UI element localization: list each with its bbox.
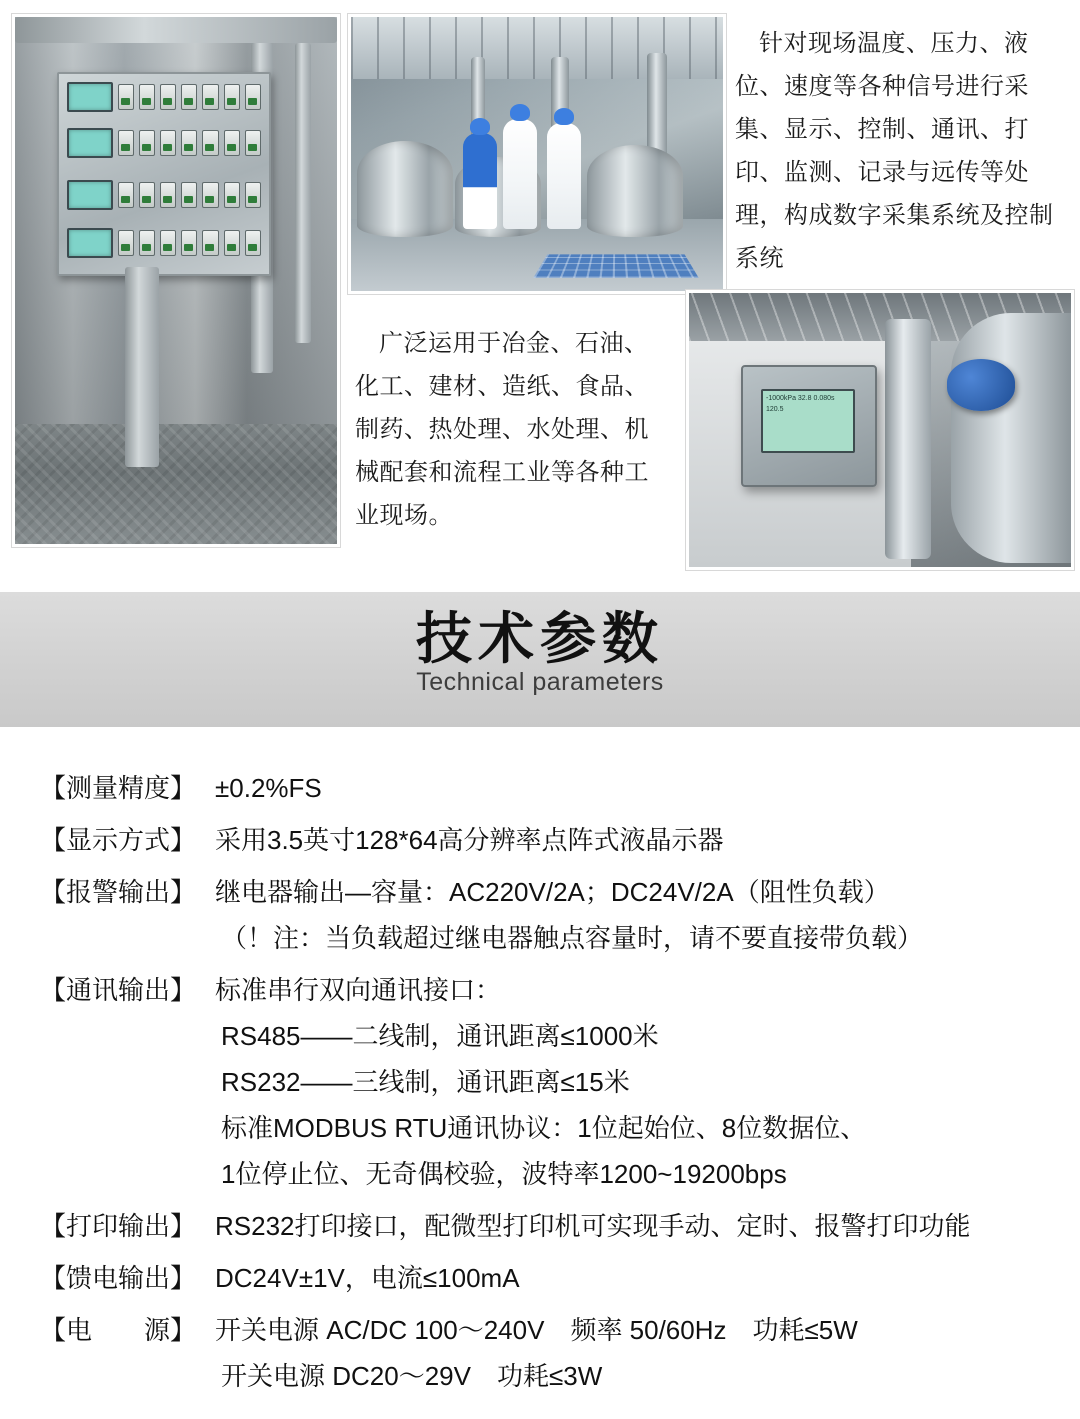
spec-row xyxy=(40,1255,1040,1301)
switch-icon xyxy=(181,130,197,156)
spec-row xyxy=(40,1203,1040,1249)
spec-values xyxy=(215,1203,1040,1249)
panel-row xyxy=(67,80,261,114)
pipe-shape xyxy=(125,267,159,467)
spec-line: 标准串行双向通讯接口： xyxy=(215,975,502,1005)
switch-icon xyxy=(245,182,261,208)
switch-icon xyxy=(224,84,240,110)
spec-values xyxy=(215,1255,1040,1301)
spec-label: 【测量精度】 xyxy=(40,773,197,803)
spec-label: 【电 源】 xyxy=(40,1315,197,1345)
spec-line: RS485——二线制，通讯距离≤1000米 xyxy=(221,1021,659,1051)
switch-icon xyxy=(118,130,134,156)
switch-icon xyxy=(139,230,155,256)
transmitter-screen: -1000kPa 32.8 0.080s 120.5 xyxy=(761,389,855,453)
spec-line: RS232——三线制，通讯距离≤15米 xyxy=(221,1067,630,1097)
spec-line: 开关电源 DC20～29V 功耗≤3W xyxy=(221,1361,603,1391)
cabinet-panel xyxy=(57,72,271,276)
switch-icon xyxy=(160,182,176,208)
switch-icon xyxy=(118,182,134,208)
spec-values xyxy=(215,817,1040,863)
spec-values xyxy=(215,1307,1040,1399)
pipe-shape xyxy=(15,17,337,43)
lcd-display xyxy=(67,228,113,258)
panel-row xyxy=(67,178,261,212)
valve-actuator xyxy=(947,359,1015,411)
spec-label: 【通讯输出】 xyxy=(40,975,197,1005)
spec-line: 标准MODBUS RTU通讯协议：1位起始位、8位数据位、 xyxy=(221,1113,867,1143)
floor-shape xyxy=(15,424,337,544)
section-subtitle: Technical parameters xyxy=(416,668,664,697)
spec-row xyxy=(40,967,1040,1197)
control-cabinet-photo xyxy=(12,14,340,547)
spec-line: 继电器输出—容量：AC220V/2A；DC24V/2A（阻性负载） xyxy=(215,877,890,907)
switch-icon xyxy=(202,130,218,156)
spec-line: 开关电源 AC/DC 100～240V 频率 50/60Hz 功耗≤5W xyxy=(215,1315,858,1345)
pipe-shape xyxy=(295,43,311,343)
lcd-display xyxy=(67,128,113,158)
intro-paragraph-applications: 广泛运用于冶金、石油、化工、建材、造纸、食品、制药、热处理、水处理、机械配套和流程工业等各种工业现场。 xyxy=(355,330,649,529)
spec-label: 【打印输出】 xyxy=(40,1211,197,1241)
switch-icon xyxy=(224,182,240,208)
spec-label: 【馈电输出】 xyxy=(40,1263,197,1293)
worker-figure xyxy=(503,119,537,229)
panel-row xyxy=(67,226,261,260)
spec-line: DC24V±1V，电流≤100mA xyxy=(215,1263,520,1293)
field-transmitter-photo xyxy=(686,290,1074,570)
spec-line: （！注：当负载超过继电器触点容量时，请不要直接带负载） xyxy=(221,923,924,953)
switch-icon xyxy=(245,84,261,110)
switch-icon xyxy=(181,84,197,110)
switch-icon xyxy=(118,230,134,256)
tank-shape xyxy=(587,145,683,237)
worker-figure xyxy=(463,133,497,229)
intro-paragraph-signals: 针对现场温度、压力、液位、速度等各种信号进行采集、显示、控制、通讯、打印、监测、记录与远传等处理，构成数字采集系统及控制系统 xyxy=(735,30,1054,272)
photo-collage xyxy=(0,0,1080,592)
switch-icon xyxy=(160,84,176,110)
lcd-display xyxy=(67,82,113,112)
spec-row xyxy=(40,1307,1040,1399)
switch-icon xyxy=(139,84,155,110)
spec-line: 1位停止位、无奇偶校验，波特率1200~19200bps xyxy=(221,1159,787,1189)
food-plant-photo xyxy=(348,14,726,294)
switch-icon xyxy=(202,230,218,256)
spec-list xyxy=(0,727,1040,1399)
spec-row xyxy=(40,817,1040,863)
spec-values xyxy=(215,869,1040,961)
pipe-shape xyxy=(885,319,931,559)
switch-icon xyxy=(202,182,218,208)
switch-icon xyxy=(181,230,197,256)
spec-line: RS232打印接口，配微型打印机可实现手动、定时、报警打印功能 xyxy=(215,1211,971,1241)
lcd-display xyxy=(67,180,113,210)
tank-shape xyxy=(357,141,453,237)
ceiling-shape xyxy=(351,17,723,79)
switch-icon xyxy=(160,130,176,156)
worker-figure xyxy=(547,123,581,229)
tank-shape xyxy=(951,313,1071,563)
switch-icon xyxy=(160,230,176,256)
transmitter-enclosure xyxy=(741,365,877,487)
switch-icon xyxy=(245,230,261,256)
spec-label: 【报警输出】 xyxy=(40,877,197,907)
switch-icon xyxy=(224,230,240,256)
switch-icon xyxy=(245,130,261,156)
switch-icon xyxy=(181,182,197,208)
spec-values xyxy=(215,765,1040,811)
floor-mat xyxy=(533,254,698,278)
panel-row xyxy=(67,126,261,160)
spec-line: ±0.2%FS xyxy=(215,773,322,803)
spec-row xyxy=(40,869,1040,961)
spec-label: 【显示方式】 xyxy=(40,825,197,855)
switch-icon xyxy=(139,182,155,208)
spec-values xyxy=(215,967,1040,1197)
switch-icon xyxy=(118,84,134,110)
spec-row xyxy=(40,765,1040,811)
switch-icon xyxy=(202,84,218,110)
spec-line: 采用3.5英寸128*64高分辨率点阵式液晶示器 xyxy=(215,825,724,855)
section-banner xyxy=(0,592,1080,727)
switch-icon xyxy=(139,130,155,156)
switch-icon xyxy=(224,130,240,156)
section-title: 技术参数 xyxy=(416,607,664,670)
